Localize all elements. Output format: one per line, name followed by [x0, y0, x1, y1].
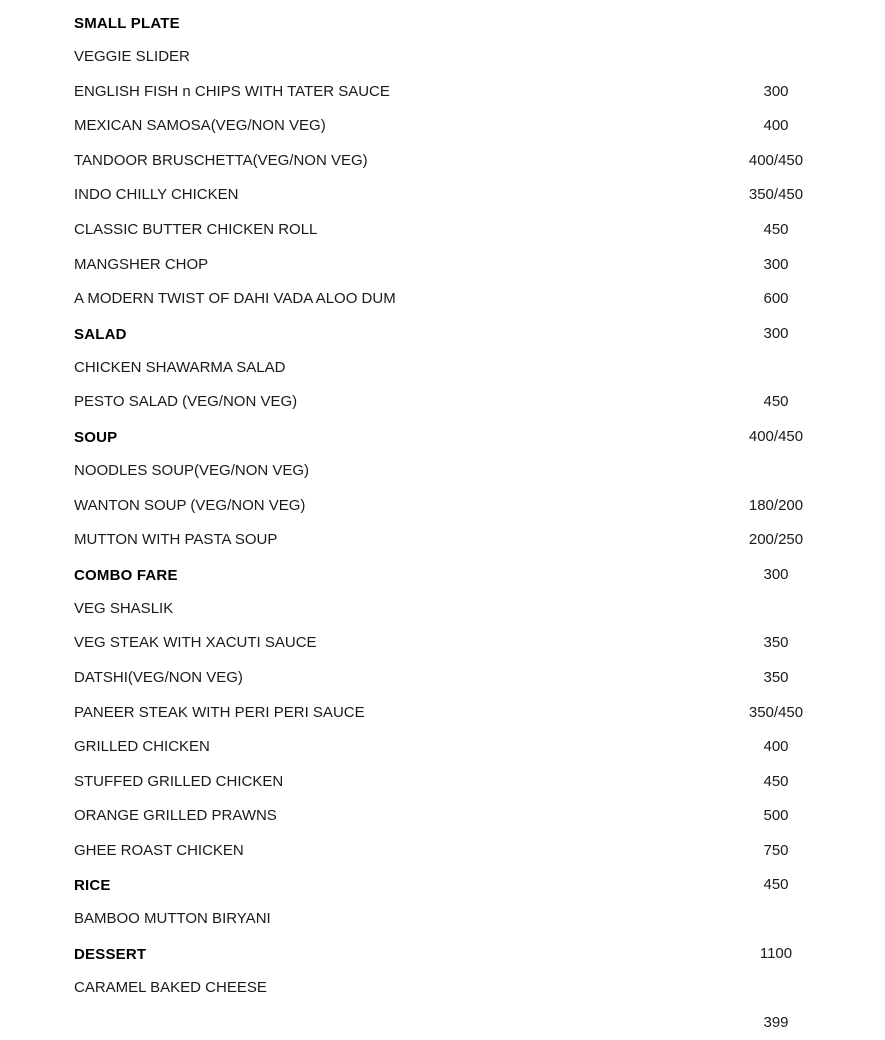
menu-item	[0, 626, 885, 661]
menu-item-name: CHICKEN SHAWARMA SALAD	[74, 358, 286, 376]
menu-item-row	[0, 971, 885, 1031]
menu-item-price: 300	[763, 324, 789, 342]
menu-item-name: TANDOOR BRUSCHETTA(VEG/NON VEG)	[74, 151, 368, 169]
menu-item-price: 300	[763, 255, 789, 273]
menu-item-price: 750	[763, 841, 789, 859]
menu-item	[0, 523, 885, 558]
menu-item-price: 500	[763, 807, 789, 825]
menu-item-name: PANEER STEAK WITH PERI PERI SAUCE	[74, 703, 365, 721]
menu-item-price: 450	[763, 220, 789, 238]
menu-item-name: STUFFED GRILLED CHICKEN	[74, 772, 284, 790]
menu-item-price: 200/250	[748, 531, 804, 549]
menu-item-name: VEG STEAK WITH XACUTI SAUCE	[74, 634, 317, 652]
menu-item-name: ENGLISH FISH n CHIPS WITH TATER SAUCE	[74, 82, 390, 100]
menu-item-price: 400	[763, 738, 789, 756]
menu-item-price: 450	[763, 876, 789, 894]
menu-item-name: CLASSIC BUTTER CHICKEN ROLL	[74, 220, 318, 238]
menu-item	[0, 385, 885, 420]
menu-item	[0, 75, 885, 110]
menu-item-price: 350	[763, 634, 789, 652]
menu-item	[0, 351, 885, 386]
menu-item-price: 400/450	[748, 151, 804, 169]
menu-item-name: INDO CHILLY CHICKEN	[74, 186, 239, 204]
menu-item	[0, 661, 885, 696]
menu-item	[0, 109, 885, 144]
menu-item-price: 400/450	[748, 427, 804, 445]
menu-item-price: 1100	[759, 945, 793, 963]
menu-item-name: GHEE ROAST CHICKEN	[74, 841, 244, 859]
menu-item-name: DATSHI(VEG/NON VEG)	[74, 668, 243, 686]
menu-item	[0, 454, 885, 489]
menu-item-price: 350/450	[748, 703, 804, 721]
menu-item-name: BAMBOO MUTTON BIRYANI	[74, 910, 271, 928]
menu-item-name: VEG SHASLIK	[74, 599, 174, 617]
menu-item-name: WANTON SOUP (VEG/NON VEG)	[74, 496, 306, 514]
menu-item-name: PESTO SALAD (VEG/NON VEG)	[74, 393, 298, 411]
menu-section-heading: SOUP	[74, 428, 118, 446]
menu-item	[0, 765, 885, 800]
menu-item-name: NOODLES SOUP(VEG/NON VEG)	[74, 461, 310, 479]
menu-item	[0, 799, 885, 834]
menu-item-price: 350/450	[748, 186, 804, 204]
menu-item-price: 300	[763, 82, 789, 100]
menu-item	[0, 178, 885, 213]
menu-item-name: CARAMEL BAKED CHEESE	[74, 979, 267, 997]
menu-section-heading: DESSERT	[74, 946, 147, 964]
menu-item	[0, 144, 885, 179]
menu-item-price: 600	[763, 290, 789, 308]
menu-section-heading: SMALL PLATE	[74, 15, 180, 32]
menu-item-price: 450	[763, 393, 789, 411]
menu-item	[0, 489, 885, 524]
menu-item	[0, 40, 885, 75]
menu-item-price: 180/200	[748, 496, 804, 514]
menu-item-name: ORANGE GRILLED PRAWNS	[74, 807, 277, 825]
menu-section-heading: RICE	[74, 877, 111, 895]
menu-item-price: 450	[763, 772, 789, 790]
menu-item	[0, 592, 885, 627]
menu-item-name: MEXICAN SAMOSA(VEG/NON VEG)	[74, 117, 326, 135]
menu-item	[0, 902, 885, 937]
menu-item	[0, 213, 885, 248]
menu-item	[0, 282, 885, 317]
menu-section-heading: COMBO FARE	[74, 566, 178, 584]
menu-item	[0, 834, 885, 869]
menu-section-heading: SALAD	[74, 325, 127, 343]
menu-item-name: VEGGIE SLIDER	[74, 48, 190, 65]
menu-item-price: 399	[763, 1013, 789, 1031]
menu-item-price: 400	[763, 117, 789, 135]
menu-item-name: GRILLED CHICKEN	[74, 738, 210, 756]
menu-item-name: MUTTON WITH PASTA SOUP	[74, 531, 278, 549]
menu-item-price: 300	[763, 565, 789, 583]
menu-item	[0, 696, 885, 731]
menu-item-name: MANGSHER CHOP	[74, 255, 209, 273]
menu-item	[0, 248, 885, 283]
menu-item	[0, 730, 885, 765]
menu-item-name: A MODERN TWIST OF DAHI VADA ALOO DUM	[74, 290, 396, 308]
menu-item	[0, 971, 885, 1006]
menu-item-price: 350	[763, 668, 789, 686]
